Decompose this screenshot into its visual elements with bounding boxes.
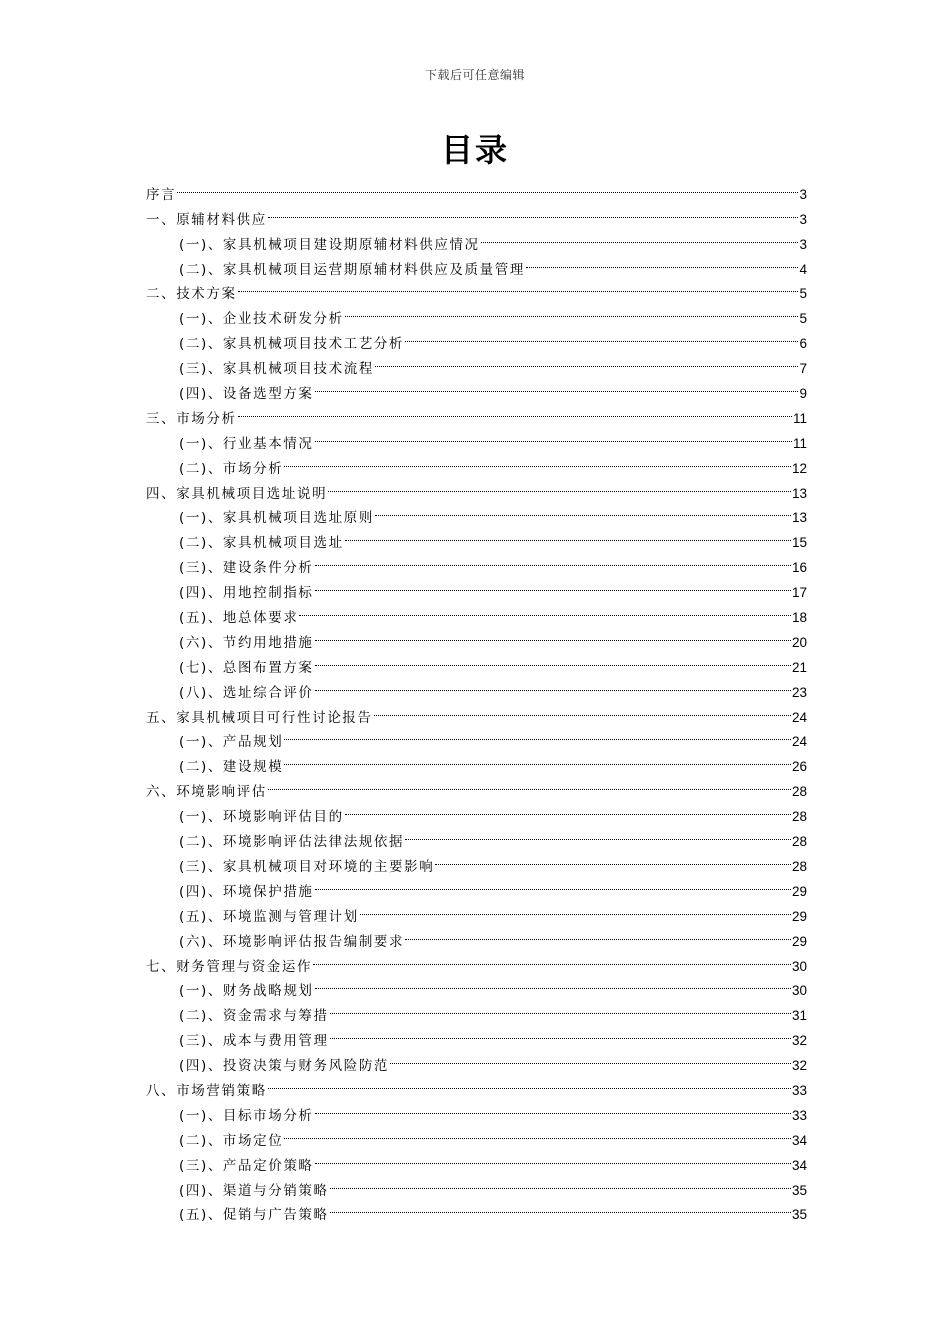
toc-entry-page-number: 3 bbox=[799, 211, 807, 227]
toc-entry-label: (二)、建设规模 bbox=[179, 759, 284, 776]
toc-entry-label: (二)、家具机械项目选址 bbox=[179, 535, 344, 552]
toc-entry-page-number: 7 bbox=[799, 361, 807, 377]
toc-dot-leader bbox=[315, 1095, 791, 1120]
toc-entry-page-number: 28 bbox=[791, 809, 807, 825]
toc-entry-label: (五)、促销与广告策略 bbox=[179, 1207, 329, 1224]
toc-entry-label: 五、家具机械项目可行性讨论报告 bbox=[146, 709, 373, 726]
toc-entry-page-number: 3 bbox=[799, 186, 807, 202]
toc-entry-page-number: 24 bbox=[791, 709, 807, 725]
toc-dot-leader bbox=[284, 1120, 791, 1145]
toc-entry-label: (四)、设备选型方案 bbox=[179, 386, 314, 403]
toc-dot-leader bbox=[177, 174, 798, 199]
toc-entry-label: (六)、节约用地措施 bbox=[179, 634, 314, 651]
toc-dot-leader bbox=[299, 597, 791, 622]
toc-entry-label: (二)、市场定位 bbox=[179, 1132, 284, 1149]
toc-dot-leader bbox=[390, 1045, 791, 1070]
toc-entry-page-number: 28 bbox=[791, 858, 807, 874]
toc-entry-label: 七、财务管理与资金运作 bbox=[146, 958, 313, 975]
toc-entry-label: 八、市场营销策略 bbox=[146, 1082, 267, 1099]
toc-dot-leader bbox=[238, 274, 799, 299]
toc-entry-page-number: 15 bbox=[791, 535, 807, 551]
toc-entry-label: (七)、总图布置方案 bbox=[179, 659, 314, 676]
toc-entry-page-number: 31 bbox=[791, 1008, 807, 1024]
toc-entry-label: (一)、行业基本情况 bbox=[179, 435, 314, 452]
toc-entry-label: (四)、投资决策与财务风险防范 bbox=[179, 1058, 390, 1075]
toc-entry-label: (二)、家具机械项目运营期原辅材料供应及质量管理 bbox=[179, 261, 525, 278]
toc-dot-leader bbox=[315, 647, 791, 672]
toc-entry-page-number: 30 bbox=[791, 958, 807, 974]
toc-entry-label: 六、环境影响评估 bbox=[146, 784, 267, 801]
toc-entry-label: (四)、渠道与分销策略 bbox=[179, 1182, 329, 1199]
toc-entry-page-number: 29 bbox=[791, 883, 807, 899]
toc-entry-page-number: 28 bbox=[791, 834, 807, 850]
toc-dot-leader bbox=[284, 448, 791, 473]
toc-dot-leader bbox=[330, 1170, 791, 1195]
toc-entry-page-number: 33 bbox=[791, 1082, 807, 1098]
toc-entry-page-number: 6 bbox=[799, 336, 807, 352]
toc-entry-label: (三)、家具机械项目技术流程 bbox=[179, 361, 374, 378]
toc-entry-label: 三、市场分析 bbox=[146, 410, 237, 427]
toc-dot-leader bbox=[330, 995, 791, 1020]
toc-dot-leader bbox=[315, 622, 791, 647]
toc-dot-leader bbox=[268, 1070, 791, 1095]
toc-dot-leader bbox=[284, 722, 791, 747]
toc-entry-label: (一)、企业技术研发分析 bbox=[179, 311, 344, 328]
toc-dot-leader bbox=[330, 1195, 791, 1220]
toc-dot-leader bbox=[315, 423, 792, 448]
toc-dot-leader bbox=[315, 1145, 791, 1170]
toc-entry-page-number: 29 bbox=[791, 908, 807, 924]
toc-entry-label: (四)、用地控制指标 bbox=[179, 585, 314, 602]
toc-entry-label: 一、原辅材料供应 bbox=[146, 211, 267, 228]
toc-entry-page-number: 11 bbox=[792, 435, 807, 451]
toc-entry-label: (一)、产品规划 bbox=[179, 734, 284, 751]
toc-entry-page-number: 17 bbox=[791, 585, 807, 601]
toc-entry-label: 二、技术方案 bbox=[146, 286, 237, 303]
toc-dot-leader bbox=[375, 498, 791, 523]
toc-dot-leader bbox=[238, 398, 792, 423]
toc-entry-page-number: 11 bbox=[792, 410, 807, 426]
toc-entry-label: (二)、市场分析 bbox=[179, 460, 284, 477]
toc-dot-leader bbox=[315, 871, 791, 896]
toc-dot-leader bbox=[330, 1020, 791, 1045]
toc-entry-label: (三)、建设条件分析 bbox=[179, 560, 314, 577]
toc-entry-page-number: 29 bbox=[791, 933, 807, 949]
toc-entry-label: 四、家具机械项目选址说明 bbox=[146, 485, 328, 502]
toc-entry[interactable] bbox=[146, 398, 807, 427]
toc-entry[interactable] bbox=[146, 199, 807, 228]
toc-entry-page-number: 23 bbox=[791, 684, 807, 700]
toc-dot-leader bbox=[526, 249, 799, 274]
toc-entry-page-number: 12 bbox=[791, 460, 807, 476]
toc-dot-leader bbox=[374, 697, 791, 722]
toc-dot-leader bbox=[345, 522, 791, 547]
toc-entry-label: 序言 bbox=[146, 186, 177, 203]
toc-entry-page-number: 35 bbox=[791, 1207, 807, 1223]
toc-entry-label: (一)、环境影响评估目的 bbox=[179, 809, 344, 826]
toc-entry-page-number: 32 bbox=[791, 1058, 807, 1074]
toc-dot-leader bbox=[345, 298, 799, 323]
toc-dot-leader bbox=[405, 921, 791, 946]
toc-entry-label: (一)、财务战略规划 bbox=[179, 983, 314, 1000]
toc-entry[interactable] bbox=[146, 174, 807, 203]
toc-entry-page-number: 33 bbox=[791, 1107, 807, 1123]
toc-entry-label: (一)、目标市场分析 bbox=[179, 1107, 314, 1124]
toc-entry-page-number: 13 bbox=[791, 510, 807, 526]
toc-dot-leader bbox=[405, 323, 798, 348]
page-title: 目录 bbox=[440, 131, 509, 169]
toc-entry-label: (三)、产品定价策略 bbox=[179, 1157, 314, 1174]
toc-dot-leader bbox=[315, 572, 791, 597]
toc-dot-leader bbox=[284, 746, 791, 771]
toc-dot-leader bbox=[315, 971, 791, 996]
toc-dot-leader bbox=[345, 796, 791, 821]
toc-dot-leader bbox=[315, 672, 791, 697]
toc-dot-leader bbox=[268, 771, 791, 796]
toc-entry-label: (二)、资金需求与筹措 bbox=[179, 1008, 329, 1025]
toc-entry-page-number: 32 bbox=[791, 1033, 807, 1049]
toc-entry-page-number: 34 bbox=[791, 1132, 807, 1148]
toc-dot-leader bbox=[315, 373, 799, 398]
toc-dot-leader bbox=[328, 473, 791, 498]
toc-dot-leader bbox=[405, 821, 791, 846]
toc-entry-page-number: 35 bbox=[791, 1182, 807, 1198]
toc-entry-page-number: 16 bbox=[791, 560, 807, 576]
toc-entry-page-number: 26 bbox=[791, 759, 807, 775]
page-header: 下载后可任意编辑 bbox=[424, 68, 525, 82]
toc-entry-page-number: 28 bbox=[791, 784, 807, 800]
toc-dot-leader bbox=[315, 547, 791, 572]
toc-dot-leader bbox=[375, 348, 799, 373]
toc-entry-page-number: 13 bbox=[791, 485, 807, 501]
toc-dot-leader bbox=[268, 199, 799, 224]
toc-entry-label: (五)、地总体要求 bbox=[179, 610, 299, 627]
toc-entry-label: (一)、家具机械项目建设期原辅材料供应情况 bbox=[179, 236, 480, 253]
toc-entry[interactable] bbox=[146, 423, 807, 452]
toc-entry-page-number: 21 bbox=[791, 659, 807, 675]
toc-entry-label: (八)、选址综合评价 bbox=[179, 684, 314, 701]
toc-entry-page-number: 20 bbox=[791, 634, 807, 650]
toc-entry-label: (二)、家具机械项目技术工艺分析 bbox=[179, 336, 405, 353]
toc-entry[interactable] bbox=[146, 274, 807, 303]
toc-entry-page-number: 5 bbox=[799, 286, 807, 302]
toc-entry-page-number: 18 bbox=[791, 610, 807, 626]
toc-entry-page-number: 4 bbox=[799, 261, 807, 277]
toc-entry-label: (四)、环境保护措施 bbox=[179, 883, 314, 900]
toc-entry-label: (二)、环境影响评估法律法规依据 bbox=[179, 834, 405, 851]
toc-entry-label: (三)、家具机械项目对环境的主要影响 bbox=[179, 858, 435, 875]
toc-entry-page-number: 30 bbox=[791, 983, 807, 999]
toc-entry-page-number: 5 bbox=[799, 311, 807, 327]
toc-entry[interactable] bbox=[146, 298, 807, 328]
toc-dot-leader bbox=[481, 224, 799, 249]
toc-entry-label: (五)、环境监测与管理计划 bbox=[179, 908, 359, 925]
toc-dot-leader bbox=[435, 846, 791, 871]
toc-entry-page-number: 9 bbox=[799, 386, 807, 402]
toc-dot-leader bbox=[360, 896, 791, 921]
toc-entry-label: (一)、家具机械项目选址原则 bbox=[179, 510, 374, 527]
toc-entry-label: (六)、环境影响评估报告编制要求 bbox=[179, 933, 405, 950]
toc-entry-page-number: 34 bbox=[791, 1157, 807, 1173]
toc-entry-label: (三)、成本与费用管理 bbox=[179, 1033, 329, 1050]
toc-entry-page-number: 24 bbox=[791, 734, 807, 750]
toc-entry-page-number: 3 bbox=[799, 236, 807, 252]
table-of-contents bbox=[146, 174, 807, 1224]
toc-dot-leader bbox=[313, 946, 791, 971]
